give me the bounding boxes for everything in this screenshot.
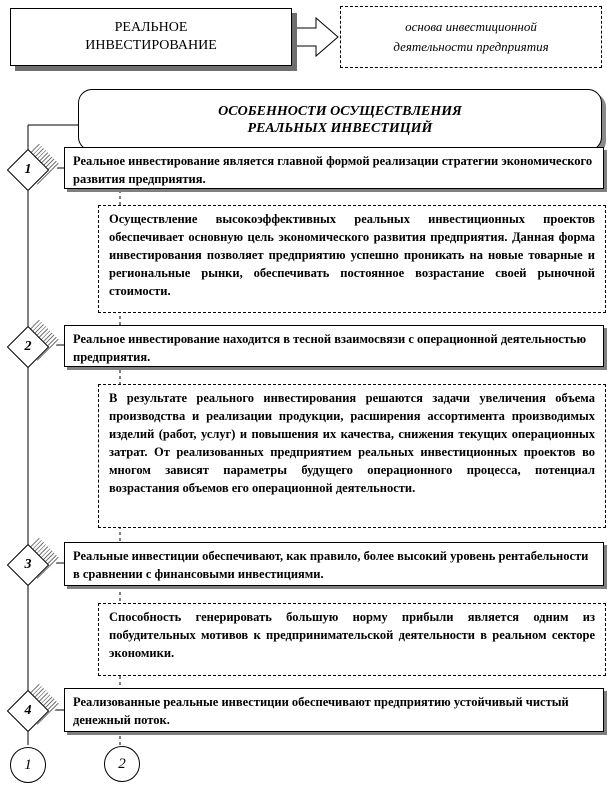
- item-main-3: Реальные инвестиции обеспечивают, как правило, более высокий уровень рентабельности в сравнении с финансовыми инвестициями.: [64, 542, 604, 586]
- connector-circle-2: 2: [104, 746, 140, 782]
- basis-line2: деятельности предприятия: [393, 39, 549, 54]
- investment-basis-box: [340, 6, 602, 68]
- item-number-4: 4: [24, 703, 32, 718]
- item-number-1: 1: [24, 162, 32, 177]
- item-number-2: 2: [24, 339, 32, 354]
- item-detail-3: Способность генерировать большую норму прибыли является одним из побудительных мотивов к предпринимательской деятельности в реальном секторе экономики.: [98, 603, 606, 676]
- item-detail-2: В результате реального инвестирования решаются задачи увеличения объема производства и реализации продукции, расширения ассортимента производимых изделий (работ, услуг) и повышения их качества, снижения текущих операционных затрат. От реализованных предприятием реальных инвестиционных проектов во многом зависят параметры будущего операционного процесса, потенциал возрастания объемов его операционной деятельности.: [98, 384, 606, 528]
- basis-line1: основа инвестиционной: [405, 19, 537, 34]
- item-main-4: Реализованные реальные инвестиции обеспечивают предприятию устойчивый чистый денежный поток.: [64, 688, 604, 732]
- header-line1: ОСОБЕННОСТИ ОСУЩЕСТВЛЕНИЯ: [218, 104, 462, 119]
- item-main-2: Реальное инвестирование находится в тесной взаимосвязи с операционной деятельностью предприятия.: [64, 325, 604, 367]
- item-detail-1: Осуществление высокоэффективных реальных инвестиционных проектов обеспечивает основную цель экономического развития предприятия. Данная форма инвестирования позволяет предприятию успешно проникать на новые товарные и региональные рынки, обеспечивать постоянное возрастание своей рыночной стоимости.: [98, 205, 606, 313]
- real-investment-title: [10, 8, 292, 66]
- item-number-3: 3: [24, 557, 32, 572]
- title-line1: РЕАЛЬНОЕ: [114, 20, 188, 35]
- right-arrow: [292, 18, 338, 56]
- features-header: [78, 89, 602, 151]
- item-main-1: Реальное инвестирование является главной формой реализации стратегии экономического развития предприятия.: [64, 147, 604, 189]
- connector-circle-1: 1: [10, 747, 46, 783]
- title-line2: ИНВЕСТИРОВАНИЕ: [85, 38, 217, 53]
- header-line2: РЕАЛЬНЫХ ИНВЕСТИЦИЙ: [247, 121, 433, 136]
